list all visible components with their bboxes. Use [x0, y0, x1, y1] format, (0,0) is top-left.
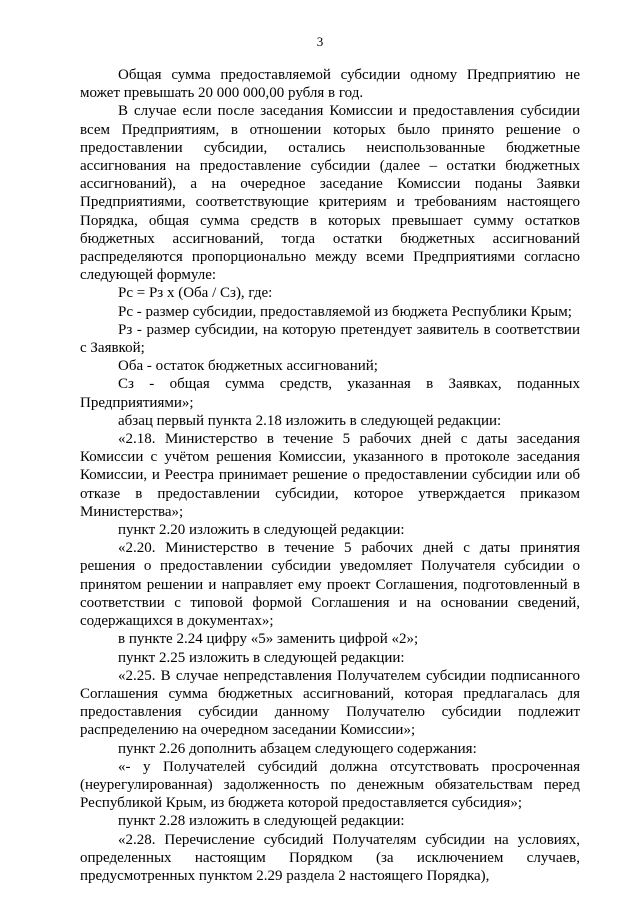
- paragraph-2-20: «2.20. Министерство в течение 5 рабочих дней с даты принятия решения о предоставлении субсидии уведомляет Получателя субсидии о принятом решении и направляет ему проект Соглашения, подготовленный в соответствии с типовой формой Соглашения и на основании сведений, содержащихся в документах»;: [80, 540, 580, 630]
- paragraph-amend-2-20-intro: пункт 2.20 изложить в следующей редакции:: [118, 522, 405, 539]
- paragraph-2-18: «2.18. Министерство в течение 5 рабочих дней с даты заседания Комиссии с учётом решения Комиссии, указанного в протоколе заседания Комиссии, и Реестра принимает решение о предоставлении субсидии или об отказе в предоставлении субсидии, которое утверждается приказом Министерства»;: [80, 431, 580, 520]
- paragraph-2-25: «2.25. В случае непредставления Получателем субсидии подписанного Соглашения сумма бюджетных ассигнований, которая предлагалась для предоставления субсидии данному Получателю субсидии подлежит распределению на очередном заседании Комиссии»;: [80, 667, 580, 739]
- paragraph-amend-2-18-intro: абзац первый пункта 2.18 изложить в следующей редакции:: [118, 412, 502, 429]
- paragraph-def-sz: Сз - общая сумма средств, указанная в Заявках, поданных Предприятиями»;: [80, 376, 580, 411]
- page-number: 3: [316, 34, 324, 49]
- paragraph-amend-2-24: в пункте 2.24 цифру «5» заменить цифрой «2»;: [118, 631, 419, 648]
- paragraph-def-rz: Рз - размер субсидии, на которую претендует заявитель в соответствии с Заявкой;: [80, 321, 580, 357]
- paragraph-2-28: «2.28. Перечисление субсидий Получателям субсидии на условиях, определенных настоящим Порядком (за исключением случаев, предусмотренных пунктом 2.29 раздела 2 настоящего Порядка),: [80, 831, 580, 884]
- paragraph-budget-remainder: В случае если после заседания Комиссии и предоставления субсидии всем Предприятиям, в отношении которых было принято решение о предоставлении субсидии, остались неиспользованные бюджетные ассигнования на предоставление субсидии (далее – остатки бюджетных ассигнований), а на очередное заседание Комиссии поданы Заявки Предприятиями, соответствующие критериям и требованиям настоящего Порядка, общая сумма средств в которых превышает сумму остатков бюджетных ассигнований, тогда остатки бюджетных ассигнований распределяются пропорционально между всеми Предприятиями согласно следующей формуле:: [80, 103, 580, 284]
- paragraph-max-subsidy: Общая сумма предоставляемой субсидии одному Предприятию не может превышать 20 000 000,00 рубля в год.: [80, 67, 580, 102]
- paragraph-def-oba: Оба - остаток бюджетных ассигнований;: [118, 358, 378, 375]
- paragraph-formula: Рс = Рз х (Оба / Сз), где:: [118, 285, 273, 302]
- paragraph-amend-2-28-intro: пункт 2.28 изложить в следующей редакции:: [118, 813, 405, 830]
- document-body: [80, 66, 580, 885]
- paragraph-amend-2-26-intro: пункт 2.26 дополнить абзацем следующего содержания:: [118, 740, 477, 757]
- paragraph-def-rs: Рс - размер субсидии, предоставляемой из бюджета Республики Крым;: [118, 303, 572, 320]
- paragraph-amend-2-25-intro: пункт 2.25 изложить в следующей редакции:: [118, 649, 405, 666]
- paragraph-2-26-addition: «- у Получателей субсидий должна отсутствовать просроченная (неурегулированная) задолженность по денежным обязательствам перед Республикой Крым, из бюджета которой предоставляется субсидия»;: [80, 758, 580, 812]
